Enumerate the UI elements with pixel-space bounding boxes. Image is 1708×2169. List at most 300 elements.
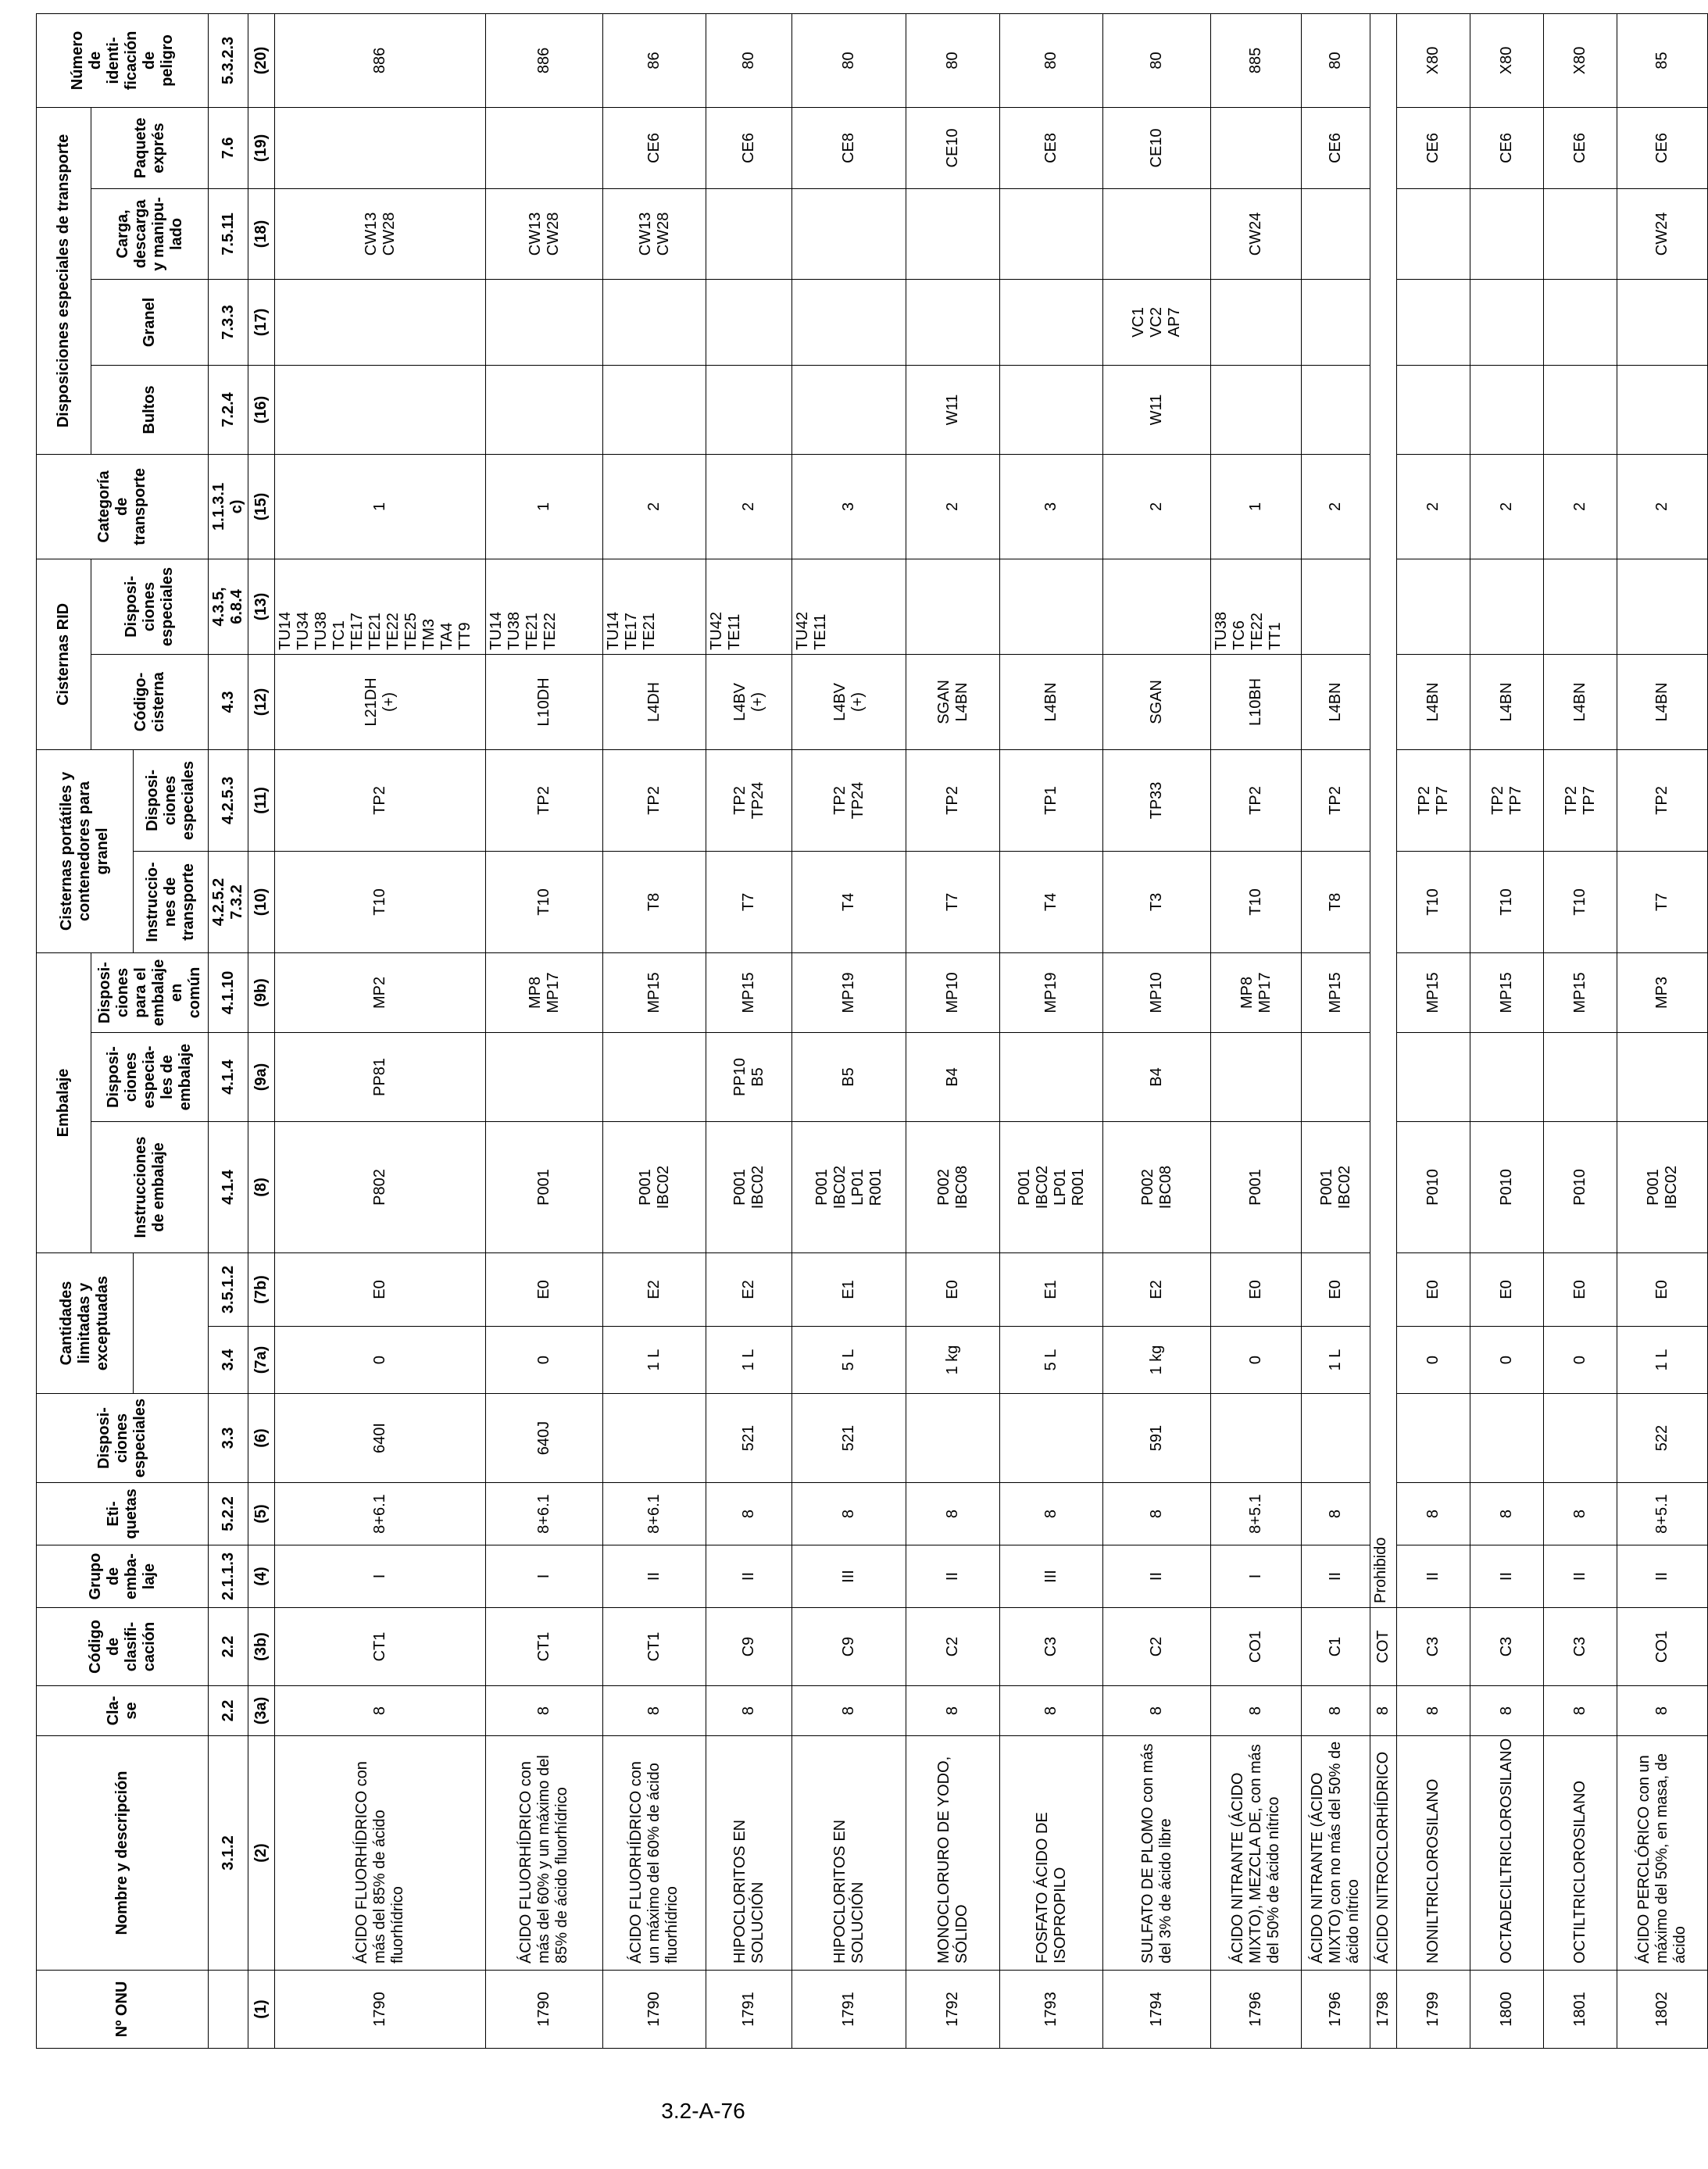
reference-cell: 7.3.3 — [209, 279, 248, 365]
transport-category: 2 — [906, 454, 1000, 559]
packing-instructions: P001 IBC02 — [1617, 1121, 1708, 1252]
un-number: 1790 — [275, 1971, 486, 2049]
col-header-packages: Bultos — [91, 365, 209, 454]
transport-category: 2 — [1103, 454, 1211, 559]
labels: 8+5.1 — [1211, 1483, 1302, 1545]
col-header-tank-instructions: Instruccio- nes de transporte — [134, 851, 209, 952]
name: FOSFATO ÁCIDO DE ISOPROPILO — [1000, 1736, 1103, 1971]
col-header-loading: Carga, descarga y manipu- lado — [91, 188, 209, 279]
excepted-quantity: E2 — [1103, 1252, 1211, 1326]
portable-tank-special: TP2 TP24 — [792, 749, 906, 851]
table-row — [486, 13, 603, 2048]
classification-code: C3 — [1470, 1608, 1544, 1686]
tank-code: SGAN L4BN — [906, 654, 1000, 749]
un-number: 1801 — [1544, 1971, 1617, 2049]
table-row — [1470, 13, 1544, 2048]
loading-unloading: CW13 CW28 — [603, 188, 706, 279]
portable-tank-special: TP2 TP7 — [1470, 749, 1544, 851]
reference-cell: 4.2.5.2 7.3.2 — [209, 851, 248, 952]
tank-code: L4BN — [1000, 654, 1103, 749]
reference-cell: 2.1.1.3 — [209, 1545, 248, 1608]
tank-code: L10DH — [486, 654, 603, 749]
col-header-name: Nombre y descripción — [37, 1736, 209, 1971]
transport-category: 1 — [1211, 454, 1302, 559]
packages — [603, 365, 706, 454]
table-row — [1617, 13, 1708, 2048]
loading-unloading — [1544, 188, 1617, 279]
column-number-cell: (17) — [248, 279, 275, 365]
hazard-id: 85 — [1617, 13, 1708, 107]
un-number: 1802 — [1617, 1971, 1708, 2049]
packing-group: II — [1397, 1545, 1470, 1608]
table-row — [906, 13, 1000, 2048]
packages — [1617, 365, 1708, 454]
reference-cell: 4.1.10 — [209, 952, 248, 1032]
mixed-packing: MP15 — [603, 952, 706, 1032]
bulk — [1302, 279, 1370, 365]
portable-tank-instructions: T7 — [906, 851, 1000, 952]
portable-tank-special: TP2 TP24 — [706, 749, 792, 851]
hazard-id: 80 — [1302, 13, 1370, 107]
express-parcels — [1211, 107, 1302, 188]
table-row — [275, 13, 486, 2048]
labels: 8 — [792, 1483, 906, 1545]
tank-code: L4BN — [1470, 654, 1544, 749]
reference-cell: 4.3.5, 6.8.4 — [209, 559, 248, 654]
special-packing-provisions: PP81 — [275, 1032, 486, 1121]
packing-group: III — [1000, 1545, 1103, 1608]
excepted-quantity: E0 — [275, 1252, 486, 1326]
tank-code: L4BV (+) — [792, 654, 906, 749]
classification-code: CT1 — [603, 1608, 706, 1686]
un-number: 1791 — [792, 1971, 906, 2049]
prohibited-note: Prohibido — [1370, 13, 1397, 1607]
hazard-id: 80 — [792, 13, 906, 107]
express-parcels: CE10 — [1103, 107, 1211, 188]
un-number: 1799 — [1397, 1971, 1470, 2049]
packing-group: II — [603, 1545, 706, 1608]
packing-instructions: P001 IBC02 LP01 R001 — [792, 1121, 906, 1252]
special-provisions: 591 — [1103, 1394, 1211, 1483]
reference-cell: 3.5.1.2 — [209, 1252, 248, 1326]
name: SULFATO DE PLOMO con más del 3% de ácido libre — [1103, 1736, 1211, 1971]
reference-cell: 3.3 — [209, 1394, 248, 1483]
un-number: 1796 — [1302, 1971, 1370, 2049]
special-provisions: 640I — [275, 1394, 486, 1483]
tank-code: L4BN — [1302, 654, 1370, 749]
hazard-id: X80 — [1397, 13, 1470, 107]
tank-code: L4BN — [1544, 654, 1617, 749]
tank-code: SGAN — [1103, 654, 1211, 749]
name: ÁCIDO PERCLÓRICO con un máximo del 50%, en masa, de ácido — [1617, 1736, 1708, 1971]
transport-category: 2 — [706, 454, 792, 559]
name: ÁCIDO NITRANTE (ÁCIDO MIXTO), MEZCLA DE, con más del 50% de ácido nítrico — [1211, 1736, 1302, 1971]
transport-category: 2 — [603, 454, 706, 559]
packages: W11 — [906, 365, 1000, 454]
table-row-prohibited — [1370, 13, 1397, 2048]
special-packing-provisions — [1470, 1032, 1544, 1121]
hazard-id: 86 — [603, 13, 706, 107]
limited-quantity: 1 L — [1302, 1327, 1370, 1394]
reference-cell: 7.5.11 — [209, 188, 248, 279]
un-number: 1790 — [603, 1971, 706, 2049]
labels: 8 — [1000, 1483, 1103, 1545]
special-provisions: 640J — [486, 1394, 603, 1483]
reference-cell: 4.1.4 — [209, 1032, 248, 1121]
column-number-cell: (4) — [248, 1545, 275, 1608]
bulk — [275, 279, 486, 365]
reference-cell: 3.4 — [209, 1327, 248, 1394]
bulk — [1397, 279, 1470, 365]
loading-unloading: CW13 CW28 — [486, 188, 603, 279]
express-parcels: CE8 — [792, 107, 906, 188]
bulk — [1617, 279, 1708, 365]
col-header-blank — [134, 1252, 209, 1393]
loading-unloading: CW13 CW28 — [275, 188, 486, 279]
un-number: 1800 — [1470, 1971, 1544, 2049]
column-number-row — [248, 13, 275, 2048]
col-header-express: Paquete exprés — [91, 107, 209, 188]
transport-category: 2 — [1302, 454, 1370, 559]
col-header-special-provisions: Disposi- ciones especiales — [37, 1394, 209, 1483]
rid-tank-special: TU42 TE11 — [792, 559, 906, 654]
packing-instructions: P010 — [1544, 1121, 1617, 1252]
special-packing-provisions: B4 — [906, 1032, 1000, 1121]
column-number-cell: (8) — [248, 1121, 275, 1252]
special-packing-provisions — [1211, 1032, 1302, 1121]
column-number-cell: (16) — [248, 365, 275, 454]
class: 8 — [1470, 1686, 1544, 1736]
rid-tank-special: TU38 TC6 TE22 TT1 — [1211, 559, 1302, 654]
labels: 8+6.1 — [486, 1483, 603, 1545]
excepted-quantity: E0 — [1397, 1252, 1470, 1326]
bulk — [792, 279, 906, 365]
loading-unloading — [1302, 188, 1370, 279]
limited-quantity: 0 — [1470, 1327, 1544, 1394]
column-number-cell: (11) — [248, 749, 275, 851]
mixed-packing: MP15 — [706, 952, 792, 1032]
un-number: 1790 — [486, 1971, 603, 2049]
packing-group: II — [1103, 1545, 1211, 1608]
name: OCTADECILTRICLOROSILANO — [1470, 1736, 1544, 1971]
class: 8 — [1544, 1686, 1617, 1736]
express-parcels: CE6 — [706, 107, 792, 188]
col-header-bulk: Granel — [91, 279, 209, 365]
hazard-id: 80 — [906, 13, 1000, 107]
table-row — [792, 13, 906, 2048]
transport-category: 3 — [1000, 454, 1103, 559]
class: 8 — [486, 1686, 603, 1736]
special-provisions — [1470, 1394, 1544, 1483]
rid-tank-special: TU14 TU38 TE21 TE22 — [486, 559, 603, 654]
packing-instructions: P001 IBC02 — [603, 1121, 706, 1252]
packing-instructions: P802 — [275, 1121, 486, 1252]
packing-group: I — [1211, 1545, 1302, 1608]
packing-instructions: P001 — [486, 1121, 603, 1252]
col-header-tank-special: Disposi- ciones especiales — [134, 749, 209, 851]
name: HIPOCLORITOS EN SOLUCIÓN — [792, 1736, 906, 1971]
labels: 8+6.1 — [275, 1483, 486, 1545]
col-header-labels: Eti- quetas — [37, 1483, 209, 1545]
un-number: 1792 — [906, 1971, 1000, 2049]
packages — [792, 365, 906, 454]
un-number: 1794 — [1103, 1971, 1211, 2049]
name: MONOCLORURO DE YODO, SÓLIDO — [906, 1736, 1000, 1971]
excepted-quantity: E0 — [486, 1252, 603, 1326]
dangerous-goods-table — [36, 13, 1708, 2049]
table-row — [1302, 13, 1370, 2048]
reference-cell: 5.2.2 — [209, 1483, 248, 1545]
packing-instructions: P002 IBC08 — [1103, 1121, 1211, 1252]
class: 8 — [603, 1686, 706, 1736]
bulk — [1000, 279, 1103, 365]
packing-instructions: P010 — [1397, 1121, 1470, 1252]
special-packing-provisions — [1000, 1032, 1103, 1121]
transport-category: 1 — [275, 454, 486, 559]
limited-quantity: 1 kg — [906, 1327, 1000, 1394]
un-number: 1798 — [1370, 1971, 1397, 2049]
special-provisions — [1302, 1394, 1370, 1483]
packages — [1000, 365, 1103, 454]
col-header-rid-tanks: Cisternas RID — [37, 559, 91, 749]
bulk — [1470, 279, 1544, 365]
rid-tank-special: TU42 TE11 — [706, 559, 792, 654]
excepted-quantity: E0 — [1617, 1252, 1708, 1326]
labels: 8 — [706, 1483, 792, 1545]
mixed-packing: MP19 — [792, 952, 906, 1032]
express-parcels: CE6 — [1470, 107, 1544, 188]
column-number-cell: (20) — [248, 13, 275, 107]
labels: 8+6.1 — [603, 1483, 706, 1545]
express-parcels: CE8 — [1000, 107, 1103, 188]
tank-code: L4DH — [603, 654, 706, 749]
class: 8 — [1302, 1686, 1370, 1736]
col-header-un-no: Nº ONU — [37, 1971, 209, 2049]
packing-group: I — [486, 1545, 603, 1608]
special-packing-provisions — [1397, 1032, 1470, 1121]
reference-cell: 5.3.2.3 — [209, 13, 248, 107]
portable-tank-instructions: T10 — [1397, 851, 1470, 952]
packing-group: II — [1470, 1545, 1544, 1608]
classification-code: C1 — [1302, 1608, 1370, 1686]
express-parcels: CE6 — [1617, 107, 1708, 188]
portable-tank-special: TP33 — [1103, 749, 1211, 851]
table-row — [1544, 13, 1617, 2048]
excepted-quantity: E1 — [792, 1252, 906, 1326]
portable-tank-special: TP2 — [906, 749, 1000, 851]
reference-cell: 2.2 — [209, 1686, 248, 1736]
portable-tank-instructions: T7 — [1617, 851, 1708, 952]
classification-code: CT1 — [275, 1608, 486, 1686]
portable-tank-special: TP2 TP7 — [1397, 749, 1470, 851]
special-provisions — [1397, 1394, 1470, 1483]
limited-quantity: 0 — [1544, 1327, 1617, 1394]
limited-quantity: 1 L — [706, 1327, 792, 1394]
column-number-cell: (3a) — [248, 1686, 275, 1736]
excepted-quantity: E0 — [1302, 1252, 1370, 1326]
column-number-cell: (6) — [248, 1394, 275, 1483]
bulk — [906, 279, 1000, 365]
col-header-packing-group: Grupo de emba- laje — [37, 1545, 209, 1608]
packages: W11 — [1103, 365, 1211, 454]
transport-category: 2 — [1617, 454, 1708, 559]
tank-code: L4BN — [1397, 654, 1470, 749]
excepted-quantity: E1 — [1000, 1252, 1103, 1326]
portable-tank-instructions: T10 — [275, 851, 486, 952]
mixed-packing: MP15 — [1302, 952, 1370, 1032]
special-packing-provisions — [486, 1032, 603, 1121]
mixed-packing: MP10 — [1103, 952, 1211, 1032]
reference-row — [209, 13, 248, 2048]
express-parcels: CE6 — [1302, 107, 1370, 188]
limited-quantity: 5 L — [1000, 1327, 1103, 1394]
express-parcels: CE6 — [1397, 107, 1470, 188]
portable-tank-instructions: T8 — [603, 851, 706, 952]
mixed-packing: MP8 MP17 — [486, 952, 603, 1032]
excepted-quantity: E0 — [906, 1252, 1000, 1326]
table-row — [1211, 13, 1302, 2048]
name: ÁCIDO NITRANTE (ÁCIDO MIXTO) con no más del 50% de ácido nítrico — [1302, 1736, 1370, 1971]
classification-code: C2 — [1103, 1608, 1211, 1686]
mixed-packing: MP3 — [1617, 952, 1708, 1032]
rid-tank-special — [1470, 559, 1544, 654]
special-packing-provisions: B5 — [792, 1032, 906, 1121]
bulk — [706, 279, 792, 365]
reference-cell: 7.6 — [209, 107, 248, 188]
col-header-limited-excepted: Cantidades limitadas y exceptuadas — [37, 1252, 134, 1393]
special-packing-provisions: PP10 B5 — [706, 1032, 792, 1121]
table-row — [1000, 13, 1103, 2048]
portable-tank-special: TP2 — [1617, 749, 1708, 851]
col-header-packing-instructions: Instrucciones de embalaje — [91, 1121, 209, 1252]
excepted-quantity: E0 — [1544, 1252, 1617, 1326]
rid-tank-special — [1617, 559, 1708, 654]
rid-tank-special: TU14 TU34 TU38 TC1 TE17 TE21 TE22 TE25 TM3 TA4 TT9 — [275, 559, 486, 654]
special-provisions — [1000, 1394, 1103, 1483]
special-provisions: 521 — [792, 1394, 906, 1483]
loading-unloading: CW24 — [1211, 188, 1302, 279]
packages — [1211, 365, 1302, 454]
labels: 8 — [1470, 1483, 1544, 1545]
portable-tank-special: TP2 — [275, 749, 486, 851]
reference-cell: 4.1.4 — [209, 1121, 248, 1252]
column-number-cell: (9a) — [248, 1032, 275, 1121]
bulk — [1211, 279, 1302, 365]
labels: 8 — [906, 1483, 1000, 1545]
labels: 8 — [1302, 1483, 1370, 1545]
reference-cell: 4.3 — [209, 654, 248, 749]
portable-tank-special: TP2 — [603, 749, 706, 851]
name: ÁCIDO NITROCLORHÍDRICO — [1370, 1736, 1397, 1971]
special-provisions: 522 — [1617, 1394, 1708, 1483]
mixed-packing: MP10 — [906, 952, 1000, 1032]
bulk — [1544, 279, 1617, 365]
reference-cell — [209, 1971, 248, 2049]
un-number: 1791 — [706, 1971, 792, 2049]
rid-tank-special — [906, 559, 1000, 654]
column-number-cell: (12) — [248, 654, 275, 749]
packing-instructions: P001 — [1211, 1121, 1302, 1252]
class: 8 — [1397, 1686, 1470, 1736]
excepted-quantity: E2 — [706, 1252, 792, 1326]
express-parcels — [275, 107, 486, 188]
packages — [486, 365, 603, 454]
packing-group: II — [1302, 1545, 1370, 1608]
loading-unloading — [706, 188, 792, 279]
portable-tank-special: TP2 — [1211, 749, 1302, 851]
col-header-class: Cla- se — [37, 1686, 209, 1736]
packing-instructions: P010 — [1470, 1121, 1544, 1252]
labels: 8 — [1544, 1483, 1617, 1545]
special-provisions — [906, 1394, 1000, 1483]
portable-tank-instructions: T8 — [1302, 851, 1370, 952]
name: ÁCIDO FLUORHÍDRICO con un máximo del 60% de ácido fluorhídrico — [603, 1736, 706, 1971]
hazard-id: 80 — [706, 13, 792, 107]
labels: 8+5.1 — [1617, 1483, 1708, 1545]
packages — [1397, 365, 1470, 454]
limited-quantity: 0 — [1211, 1327, 1302, 1394]
tank-code: L4BV (+) — [706, 654, 792, 749]
express-parcels: CE6 — [603, 107, 706, 188]
column-number-cell: (13) — [248, 559, 275, 654]
portable-tank-special: TP1 — [1000, 749, 1103, 851]
excepted-quantity: E0 — [1470, 1252, 1544, 1326]
packing-group: II — [706, 1545, 792, 1608]
table-row — [1397, 13, 1470, 2048]
portable-tank-instructions: T10 — [1211, 851, 1302, 952]
special-provisions — [1211, 1394, 1302, 1483]
mixed-packing: MP2 — [275, 952, 486, 1032]
portable-tank-instructions: T4 — [792, 851, 906, 952]
un-number: 1793 — [1000, 1971, 1103, 2049]
rid-tank-special — [1397, 559, 1470, 654]
column-number-cell: (1) — [248, 1971, 275, 2049]
special-provisions: 521 — [706, 1394, 792, 1483]
packages — [706, 365, 792, 454]
table-row — [603, 13, 706, 2048]
col-header-classification-code: Código de clasifi- cación — [37, 1608, 209, 1686]
classification-code: CO1 — [1617, 1608, 1708, 1686]
name: ÁCIDO FLUORHÍDRICO con más del 60% y un máximo del 85% de ácido fluorhídrico — [486, 1736, 603, 1971]
reference-cell: 1.1.3.1 c) — [209, 454, 248, 559]
excepted-quantity: E2 — [603, 1252, 706, 1326]
limited-quantity: 1 L — [603, 1327, 706, 1394]
classification-code: C9 — [792, 1608, 906, 1686]
packing-instructions: P002 IBC08 — [906, 1121, 1000, 1252]
loading-unloading — [906, 188, 1000, 279]
name: HIPOCLORITOS EN SOLUCIÓN — [706, 1736, 792, 1971]
special-packing-provisions: B4 — [1103, 1032, 1211, 1121]
column-number-cell: (5) — [248, 1483, 275, 1545]
express-parcels: CE10 — [906, 107, 1000, 188]
class: 8 — [1617, 1686, 1708, 1736]
hazard-id: 886 — [486, 13, 603, 107]
portable-tank-instructions: T10 — [1544, 851, 1617, 952]
col-header-packaging: Embalaje — [37, 952, 91, 1252]
packages — [1544, 365, 1617, 454]
limited-quantity: 0 — [275, 1327, 486, 1394]
classification-code: C9 — [706, 1608, 792, 1686]
class: 8 — [906, 1686, 1000, 1736]
loading-unloading: CW24 — [1617, 188, 1708, 279]
col-header-mixed-packing: Disposi- ciones para el embalaje en común — [91, 952, 209, 1032]
table-row — [1103, 13, 1211, 2048]
tank-code: L10BH — [1211, 654, 1302, 749]
hazard-id: X80 — [1470, 13, 1544, 107]
hazard-id: 80 — [1103, 13, 1211, 107]
column-number-cell: (9b) — [248, 952, 275, 1032]
loading-unloading — [1000, 188, 1103, 279]
